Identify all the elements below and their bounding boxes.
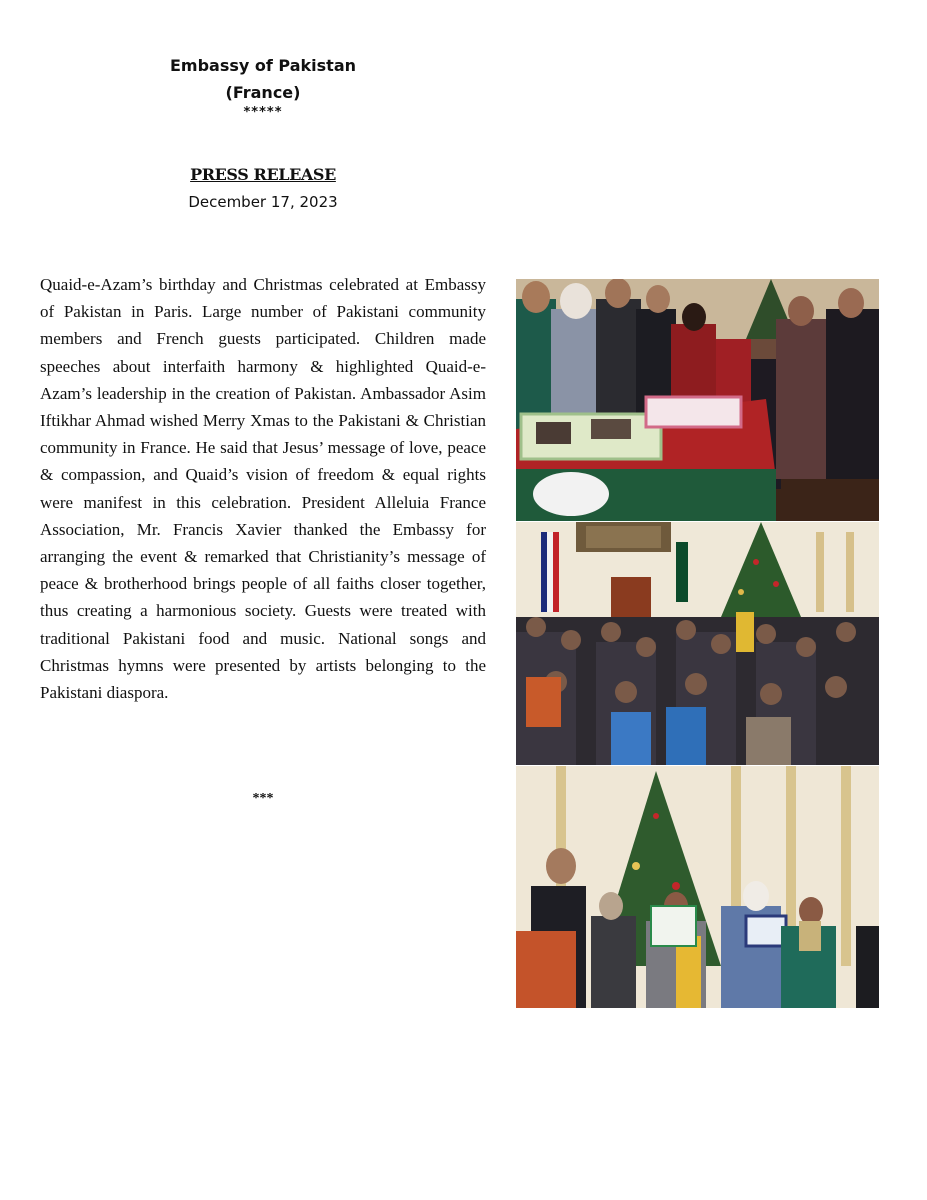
org-name: Embassy of Pakistan xyxy=(170,56,356,75)
org-country: (France) xyxy=(225,83,301,102)
letterhead xyxy=(163,56,363,120)
photo-audience-hall xyxy=(516,522,879,765)
photo-tree-performance xyxy=(516,766,879,1008)
press-release-date: December 17, 2023 xyxy=(188,193,338,211)
press-release-body: Quaid-e-Azam’s birthday and Christmas celebrated at Embassy of Pakistan in Paris. Large number of Pakistani community members and French guests participated. Children made speeches about interfaith harmony & highlighted Quaid-e-Azam’s leadership in the creation of Pakistan. Ambassador Asim Iftikhar Ahmad wished Merry Xmas to the Pakistani & Christian community in France. He said that Jesus’ message of love, peace & compassion, and Quaid’s vision of freedom & equal rights were manifest in this celebration. President Alleluia France Association, Mr. Francis Xavier thanked the Embassy for arranging the event & remarked that Christianity’s message of peace & brotherhood brings people of all faiths closer together, thus creating a harmonious society. Guests were treated with traditional Pakistani food and music. National songs and Christmas hymns were presented by artists belonging to the Pakistani diaspora. xyxy=(40,275,486,703)
header-separator: ***** xyxy=(243,105,283,120)
end-mark: *** xyxy=(252,791,274,806)
photo-cake-cutting xyxy=(516,279,879,521)
press-release-title: PRESS RELEASE xyxy=(190,165,336,184)
